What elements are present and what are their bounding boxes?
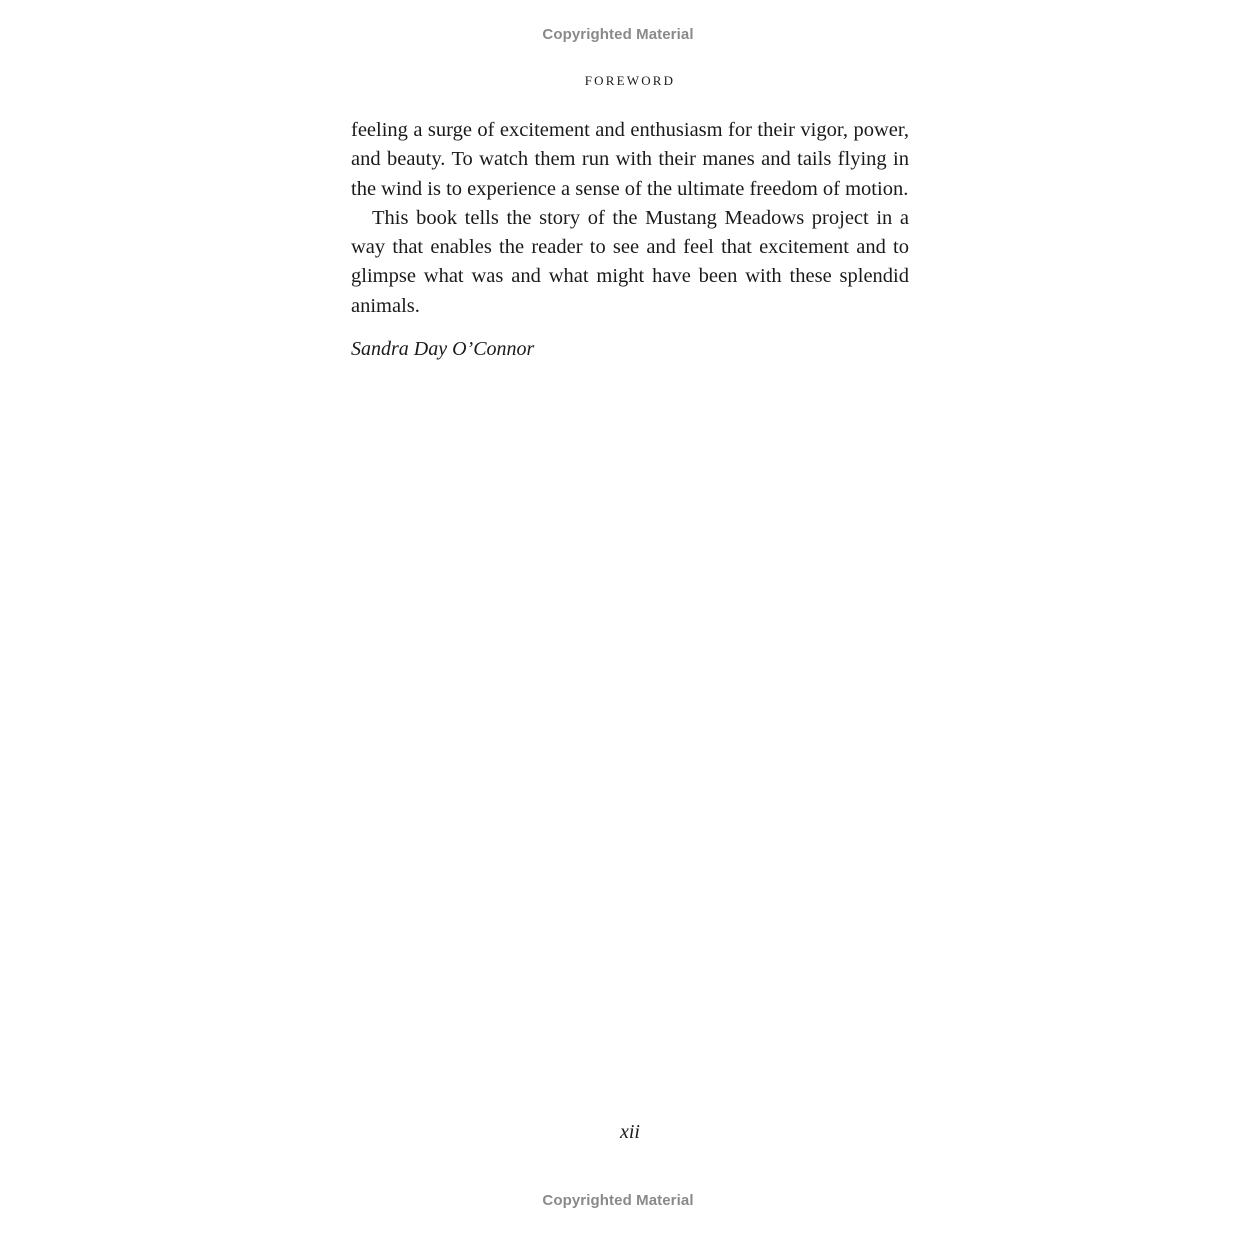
copyright-watermark-bottom: Copyrighted Material: [542, 1192, 694, 1209]
author-signature: Sandra Day O’Connor: [351, 338, 535, 361]
paragraph: This book tells the story of the Mustang Meadows project in a way that enables the reader to see and feel that excitement and to glimpse what was and what might have been with these splendid animals.: [351, 206, 909, 317]
body-text: [351, 116, 909, 364]
running-head: FOREWORD: [584, 73, 676, 88]
paragraph: feeling a surge of excitement and enthusiasm for their vigor, power, and beauty. To watch them run with their manes and tails flying in the wind is to experience a sense of the ultimate freedom of motion.: [351, 119, 909, 200]
copyright-watermark-top: Copyrighted Material: [542, 26, 694, 43]
page-number: xii: [620, 1121, 640, 1143]
